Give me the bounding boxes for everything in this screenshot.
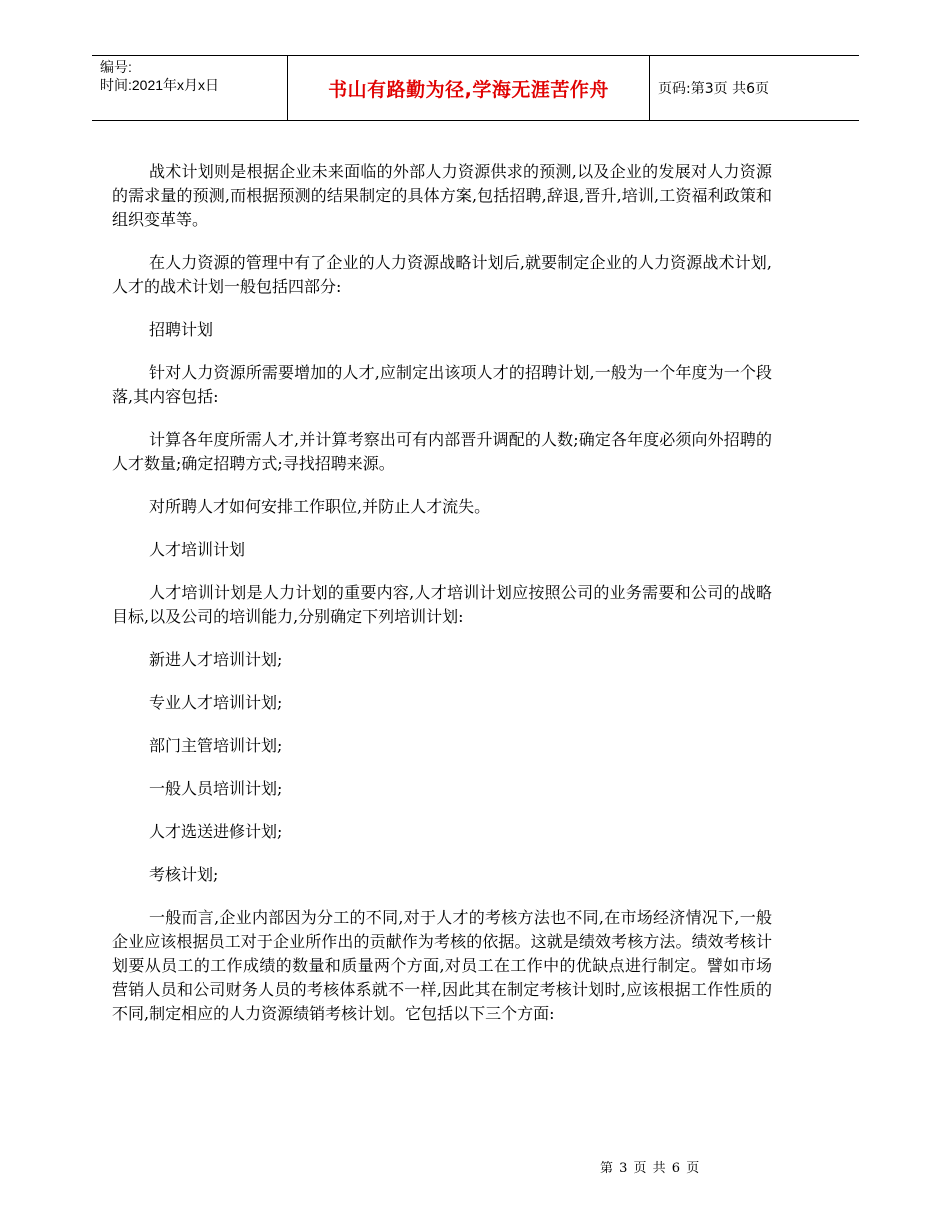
paragraph: 对所聘人才如何安排工作职位,并防止人才流失。 [149, 497, 491, 516]
header-page-number: 页码:第3页 共6页 [658, 81, 769, 97]
list-item: 一般人员培训计划; [149, 779, 283, 798]
section-heading-recruitment: 招聘计划 [149, 320, 214, 339]
header-divider [649, 56, 650, 120]
list-item: 新进人才培训计划; [149, 650, 283, 669]
document-body [112, 160, 772, 1045]
paragraph: 针对人力资源所需要增加的人才,应制定出该项人才的招聘计划,一般为一个年度为一个段落,其内容包括: [112, 363, 772, 406]
paragraph: 在人力资源的管理中有了企业的人力资源战略计划后,就要制定企业的人力资源战术计划,人才的战术计划一般包括四部分: [112, 253, 772, 296]
page-header [92, 55, 859, 121]
section-heading-assessment: 考核计划; [149, 865, 219, 884]
list-item: 人才选送进修计划; [149, 822, 283, 841]
list-item: 部门主管培训计划; [149, 736, 283, 755]
document-number-label: 编号: [100, 59, 132, 75]
paragraph: 人才培训计划是人力计划的重要内容,人才培训计划应按照公司的业务需要和公司的战略目标,以及公司的培训能力,分别确定下列培训计划: [112, 583, 772, 626]
page-footer: 第 3 页 共 6 页 [600, 1161, 701, 1176]
paragraph: 一般而言,企业内部因为分工的不同,对于人才的考核方法也不同,在市场经济情况下,一般企业应该根据员工对于企业所作出的贡献作为考核的依据。这就是绩效考核方法。绩效考核计划要从员工的工作成绩的数量和质量两个方面,对员工在工作中的优缺点进行制定。譬如市场营销人员和公司财务人员的考核体系就不一样,因此其在制定考核计划时,应该根据工作性质的不同,制定相应的人力资源绩销考核计划。它包括以下三个方面: [112, 908, 772, 1023]
document-time-label: 时间:2021年x月x日 [100, 77, 220, 93]
section-heading-training: 人才培训计划 [149, 540, 246, 559]
header-meta [100, 58, 286, 94]
list-item: 专业人才培训计划; [149, 693, 283, 712]
header-motto: 书山有路勤为径,学海无涯苦作舟 [328, 78, 609, 101]
paragraph: 计算各年度所需人才,并计算考察出可有内部晋升调配的人数;确定各年度必须向外招聘的人才数量;确定招聘方式;寻找招聘来源。 [112, 430, 772, 473]
paragraph: 战术计划则是根据企业未来面临的外部人力资源供求的预测,以及企业的发展对人力资源的需求量的预测,而根据预测的结果制定的具体方案,包括招聘,辞退,晋升,培训,工资福利政策和组织变革等。 [112, 162, 772, 229]
